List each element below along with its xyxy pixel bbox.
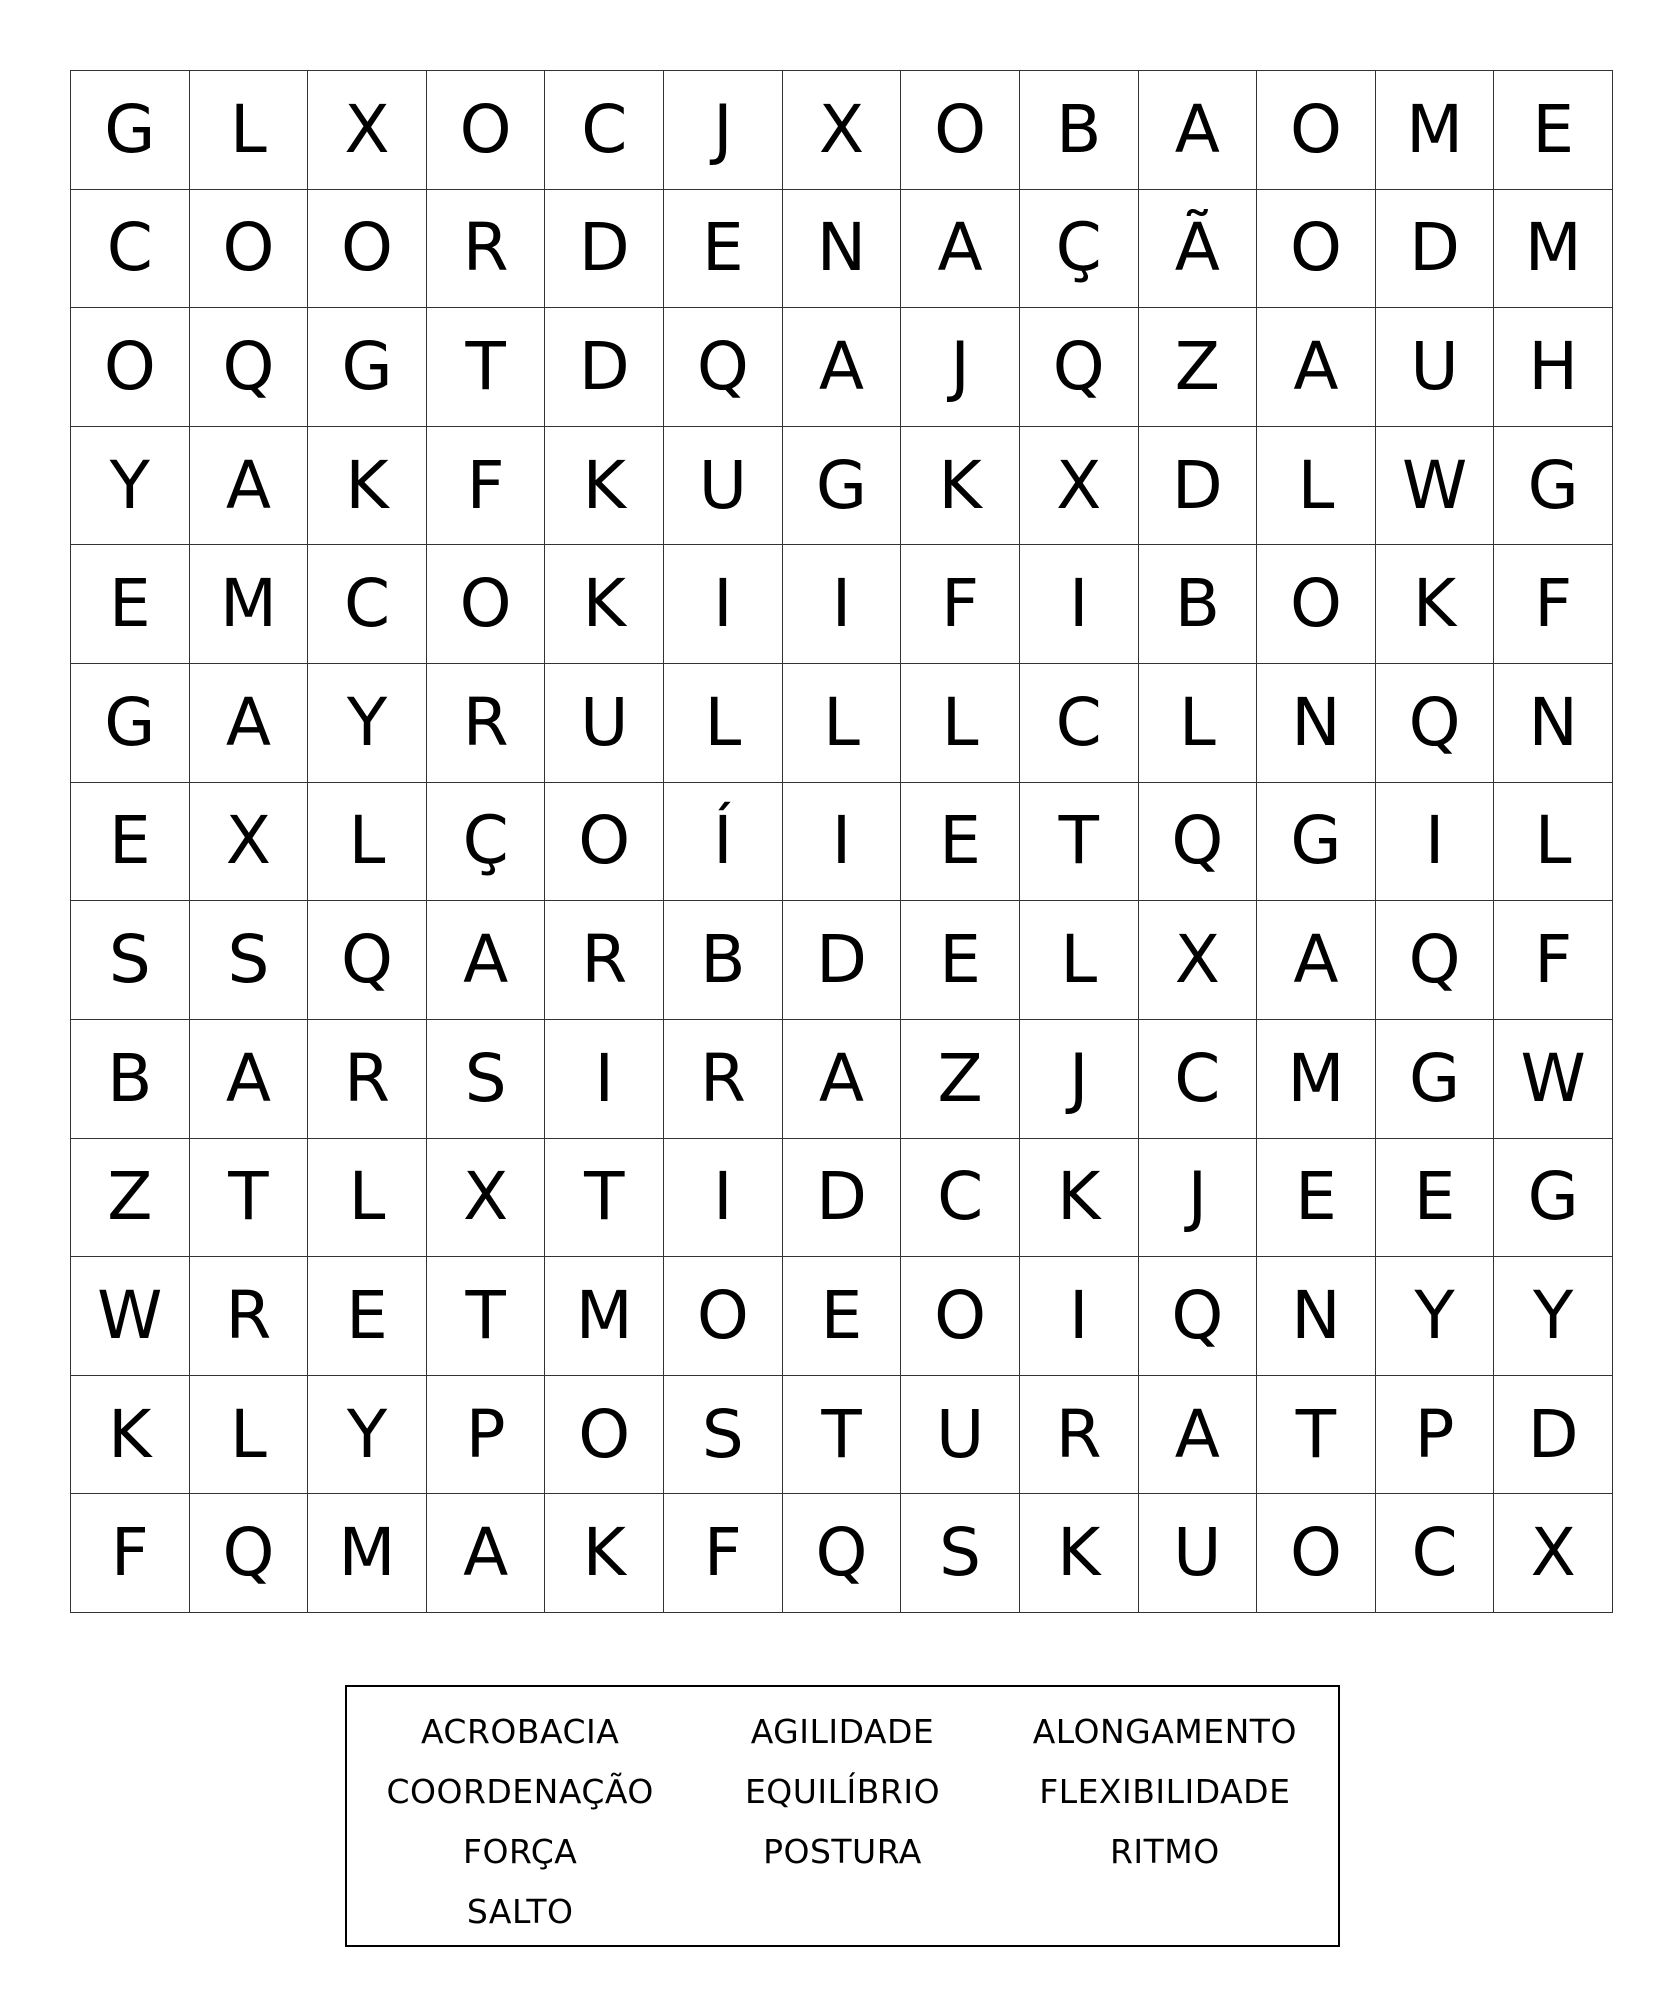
grid-cell[interactable]: F <box>1494 545 1613 664</box>
grid-cell[interactable]: X <box>308 71 427 190</box>
grid-cell[interactable]: X <box>1020 427 1139 546</box>
grid-cell[interactable]: A <box>901 190 1020 309</box>
grid-cell[interactable]: T <box>190 1139 309 1258</box>
grid-cell[interactable]: E <box>783 1257 902 1376</box>
grid-cell[interactable]: Í <box>664 783 783 902</box>
grid-cell[interactable]: J <box>901 308 1020 427</box>
grid-cell[interactable]: B <box>664 901 783 1020</box>
grid-cell[interactable]: O <box>1257 71 1376 190</box>
grid-cell[interactable]: C <box>71 190 190 309</box>
grid-cell[interactable]: X <box>783 71 902 190</box>
grid-cell[interactable]: W <box>1376 427 1495 546</box>
grid-cell[interactable]: A <box>1257 308 1376 427</box>
grid-cell[interactable]: M <box>308 1494 427 1613</box>
grid-cell[interactable]: A <box>783 1020 902 1139</box>
grid-cell[interactable]: F <box>664 1494 783 1613</box>
grid-cell[interactable]: D <box>545 308 664 427</box>
grid-cell[interactable]: Z <box>901 1020 1020 1139</box>
grid-cell[interactable]: U <box>545 664 664 783</box>
grid-cell[interactable]: B <box>71 1020 190 1139</box>
grid-cell[interactable]: I <box>1020 545 1139 664</box>
grid-cell[interactable]: K <box>71 1376 190 1495</box>
grid-cell[interactable]: M <box>1376 71 1495 190</box>
grid-cell[interactable]: U <box>664 427 783 546</box>
grid-cell[interactable]: E <box>1376 1139 1495 1258</box>
grid-cell[interactable]: Y <box>1376 1257 1495 1376</box>
grid-cell[interactable]: I <box>783 783 902 902</box>
grid-cell[interactable]: C <box>545 71 664 190</box>
grid-cell[interactable]: Q <box>190 308 309 427</box>
grid-cell[interactable]: S <box>901 1494 1020 1613</box>
grid-cell[interactable]: F <box>901 545 1020 664</box>
grid-cell[interactable]: Y <box>308 664 427 783</box>
word-list <box>345 1685 1340 1947</box>
grid-cell[interactable]: R <box>308 1020 427 1139</box>
grid-cell[interactable]: A <box>1139 1376 1258 1495</box>
word-list-item: SALTO <box>466 1891 574 1931</box>
grid-cell[interactable]: L <box>190 71 309 190</box>
grid-cell[interactable]: G <box>1257 783 1376 902</box>
grid-cell[interactable]: K <box>545 1494 664 1613</box>
word-list-item: RITMO <box>1109 1831 1220 1871</box>
grid-cell[interactable]: K <box>545 427 664 546</box>
grid-cell[interactable]: O <box>427 545 546 664</box>
grid-cell[interactable]: X <box>1139 901 1258 1020</box>
grid-cell[interactable]: L <box>1139 664 1258 783</box>
grid-cell[interactable]: W <box>71 1257 190 1376</box>
grid-cell[interactable]: L <box>664 664 783 783</box>
word-list-item: FORÇA <box>462 1831 578 1871</box>
word-list-item: FLEXIBILIDADE <box>1039 1771 1291 1811</box>
grid-cell[interactable]: D <box>1139 427 1258 546</box>
grid-cell[interactable]: M <box>190 545 309 664</box>
grid-cell[interactable]: L <box>1257 427 1376 546</box>
grid-cell[interactable]: T <box>427 1257 546 1376</box>
grid-cell[interactable]: A <box>783 308 902 427</box>
grid-cell[interactable]: D <box>783 901 902 1020</box>
grid-cell[interactable]: C <box>308 545 427 664</box>
grid-cell[interactable]: O <box>427 71 546 190</box>
grid-cell[interactable]: O <box>545 783 664 902</box>
grid-cell[interactable]: P <box>1376 1376 1495 1495</box>
grid-cell[interactable]: S <box>427 1020 546 1139</box>
grid-cell[interactable]: J <box>1139 1139 1258 1258</box>
grid-cell[interactable]: D <box>783 1139 902 1258</box>
grid-cell[interactable]: L <box>1020 901 1139 1020</box>
grid-cell[interactable]: L <box>190 1376 309 1495</box>
grid-cell[interactable]: O <box>1257 545 1376 664</box>
grid-cell[interactable]: Z <box>71 1139 190 1258</box>
grid-cell[interactable]: Y <box>71 427 190 546</box>
grid-cell[interactable]: G <box>71 71 190 190</box>
grid-cell[interactable]: T <box>1020 783 1139 902</box>
grid-cell[interactable]: T <box>545 1139 664 1258</box>
grid-cell[interactable]: T <box>1257 1376 1376 1495</box>
word-list-item: POSTURA <box>763 1831 922 1871</box>
grid-cell[interactable]: S <box>71 901 190 1020</box>
grid-cell[interactable]: L <box>901 664 1020 783</box>
grid-cell[interactable]: E <box>1494 71 1613 190</box>
grid-cell[interactable]: O <box>1257 1494 1376 1613</box>
grid-cell[interactable]: I <box>783 545 902 664</box>
grid-cell[interactable]: G <box>1376 1020 1495 1139</box>
grid-cell[interactable]: O <box>901 71 1020 190</box>
grid-cell[interactable]: I <box>545 1020 664 1139</box>
word-list-item: COORDENAÇÃO <box>386 1771 654 1811</box>
grid-cell[interactable]: A <box>427 901 546 1020</box>
grid-cell[interactable]: Ç <box>427 783 546 902</box>
grid-cell[interactable]: A <box>190 664 309 783</box>
grid-cell[interactable]: X <box>190 783 309 902</box>
grid-cell[interactable]: R <box>190 1257 309 1376</box>
grid-cell[interactable]: R <box>1020 1376 1139 1495</box>
grid-cell[interactable]: F <box>71 1494 190 1613</box>
grid-cell[interactable]: G <box>308 308 427 427</box>
grid-cell[interactable]: E <box>71 545 190 664</box>
grid-cell[interactable]: N <box>1257 664 1376 783</box>
grid-cell[interactable]: F <box>427 427 546 546</box>
grid-cell[interactable]: K <box>1376 545 1495 664</box>
grid-cell[interactable]: E <box>901 901 1020 1020</box>
grid-cell[interactable]: K <box>1020 1139 1139 1258</box>
grid-cell[interactable]: Q <box>664 308 783 427</box>
grid-cell[interactable]: M <box>545 1257 664 1376</box>
grid-cell[interactable]: P <box>427 1376 546 1495</box>
grid-cell[interactable]: J <box>1020 1020 1139 1139</box>
grid-cell[interactable]: G <box>1494 1139 1613 1258</box>
grid-cell[interactable]: D <box>545 190 664 309</box>
word-list-item: AGILIDADE <box>750 1711 935 1751</box>
grid-cell[interactable]: E <box>71 783 190 902</box>
grid-cell[interactable]: I <box>664 1139 783 1258</box>
grid-cell[interactable]: I <box>664 545 783 664</box>
grid-cell[interactable]: Q <box>1376 901 1495 1020</box>
grid-cell[interactable]: K <box>901 427 1020 546</box>
grid-cell[interactable]: Ã <box>1139 190 1258 309</box>
grid-cell[interactable]: H <box>1494 308 1613 427</box>
grid-cell[interactable]: N <box>1494 664 1613 783</box>
grid-cell[interactable]: U <box>901 1376 1020 1495</box>
grid-cell[interactable]: C <box>901 1139 1020 1258</box>
grid-cell[interactable]: O <box>545 1376 664 1495</box>
grid-cell[interactable]: U <box>1139 1494 1258 1613</box>
grid-cell[interactable]: K <box>308 427 427 546</box>
grid-cell[interactable]: X <box>427 1139 546 1258</box>
grid-cell[interactable]: L <box>308 1139 427 1258</box>
word-list-item: ALONGAMENTO <box>1032 1711 1297 1751</box>
word-list-item: EQUILÍBRIO <box>744 1771 941 1811</box>
grid-cell[interactable]: E <box>664 190 783 309</box>
grid-cell[interactable]: F <box>1494 901 1613 1020</box>
grid-cell[interactable]: R <box>427 664 546 783</box>
grid-cell[interactable]: R <box>427 190 546 309</box>
grid-cell[interactable]: O <box>1257 190 1376 309</box>
grid-cell[interactable]: A <box>190 427 309 546</box>
grid-cell[interactable]: O <box>308 190 427 309</box>
grid-cell[interactable]: T <box>427 308 546 427</box>
grid-cell[interactable]: B <box>1139 545 1258 664</box>
grid-cell[interactable]: K <box>1020 1494 1139 1613</box>
grid-cell[interactable]: Q <box>190 1494 309 1613</box>
grid-cell[interactable]: W <box>1494 1020 1613 1139</box>
grid-cell[interactable]: Y <box>308 1376 427 1495</box>
grid-cell[interactable]: Q <box>1139 1257 1258 1376</box>
grid-cell[interactable]: N <box>1257 1257 1376 1376</box>
grid-cell[interactable]: Y <box>1494 1257 1613 1376</box>
grid-cell[interactable]: M <box>1494 190 1613 309</box>
grid-cell[interactable]: G <box>1494 427 1613 546</box>
grid-cell[interactable]: I <box>1376 783 1495 902</box>
grid-cell[interactable]: A <box>1139 71 1258 190</box>
grid-cell[interactable]: O <box>901 1257 1020 1376</box>
grid-cell[interactable]: Ç <box>1020 190 1139 309</box>
grid-cell[interactable]: C <box>1139 1020 1258 1139</box>
grid-cell[interactable]: A <box>1257 901 1376 1020</box>
grid-cell[interactable]: B <box>1020 71 1139 190</box>
grid-cell[interactable]: N <box>783 190 902 309</box>
grid-cell[interactable]: T <box>783 1376 902 1495</box>
grid-cell[interactable]: Q <box>1376 664 1495 783</box>
grid-cell[interactable]: R <box>664 1020 783 1139</box>
grid-cell[interactable]: K <box>545 545 664 664</box>
grid-cell[interactable]: O <box>664 1257 783 1376</box>
grid-cell[interactable]: I <box>1020 1257 1139 1376</box>
grid-cell[interactable]: J <box>664 71 783 190</box>
grid-cell[interactable]: R <box>545 901 664 1020</box>
grid-cell[interactable]: G <box>783 427 902 546</box>
grid-cell[interactable]: C <box>1376 1494 1495 1613</box>
grid-cell[interactable]: C <box>1020 664 1139 783</box>
grid-cell[interactable]: O <box>190 190 309 309</box>
grid-cell[interactable]: D <box>1494 1376 1613 1495</box>
word-list-item: ACROBACIA <box>420 1711 620 1751</box>
grid-cell[interactable]: S <box>664 1376 783 1495</box>
grid-cell[interactable]: A <box>190 1020 309 1139</box>
grid-cell[interactable]: X <box>1494 1494 1613 1613</box>
grid-cell[interactable]: L <box>308 783 427 902</box>
letter-grid <box>70 70 1613 1613</box>
grid-cell[interactable]: Q <box>308 901 427 1020</box>
grid-cell[interactable]: Q <box>1139 783 1258 902</box>
grid-cell[interactable]: L <box>1494 783 1613 902</box>
grid-cell[interactable]: Q <box>783 1494 902 1613</box>
grid-cell[interactable]: E <box>1257 1139 1376 1258</box>
grid-cell[interactable]: Q <box>1020 308 1139 427</box>
grid-cell[interactable]: E <box>308 1257 427 1376</box>
grid-cell[interactable]: A <box>427 1494 546 1613</box>
grid-cell[interactable]: D <box>1376 190 1495 309</box>
grid-cell[interactable]: G <box>71 664 190 783</box>
grid-cell[interactable]: Z <box>1139 308 1258 427</box>
grid-cell[interactable]: O <box>71 308 190 427</box>
grid-cell[interactable]: M <box>1257 1020 1376 1139</box>
grid-cell[interactable]: U <box>1376 308 1495 427</box>
grid-cell[interactable]: E <box>901 783 1020 902</box>
grid-cell[interactable]: L <box>783 664 902 783</box>
grid-cell[interactable]: S <box>190 901 309 1020</box>
